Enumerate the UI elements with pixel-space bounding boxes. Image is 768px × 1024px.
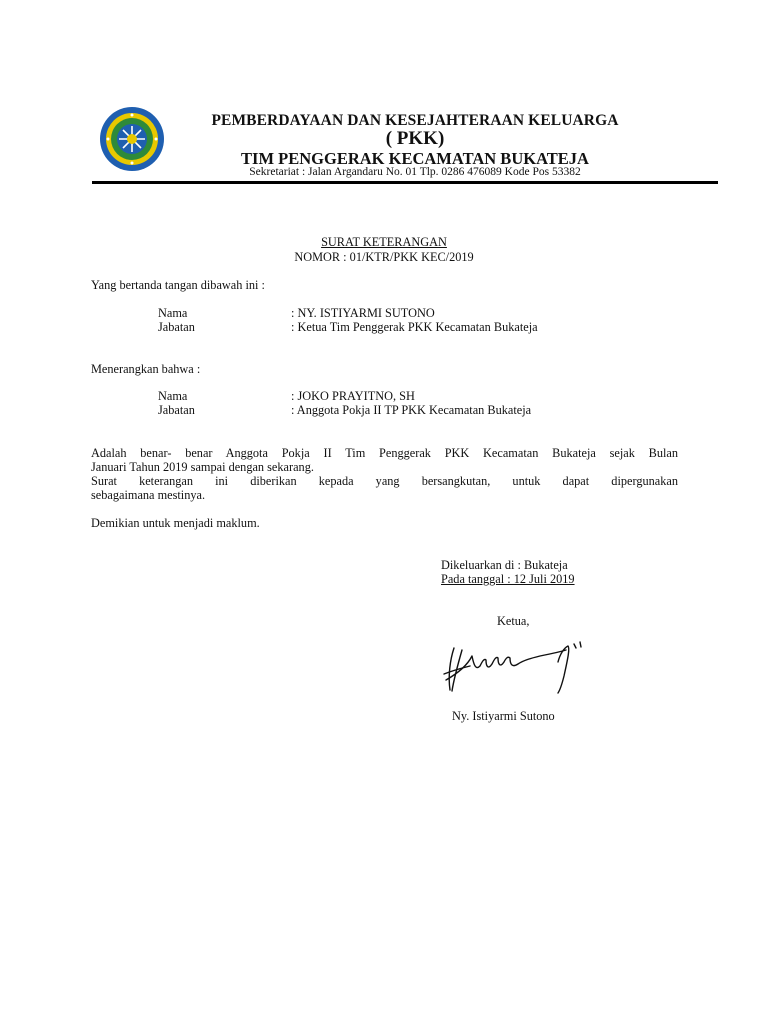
subject-position-label: Jabatan: [158, 403, 195, 417]
letter-title: SURAT KETERANGAN: [321, 235, 447, 249]
sign-role: Ketua,: [497, 614, 530, 628]
team-name: TIM PENGGERAK KECAMATAN BUKATEJA: [241, 149, 589, 168]
body-line-2: Januari Tahun 2019 sampai dengan sekarang.: [91, 460, 314, 474]
sign-name: Ny. Istiyarmi Sutono: [452, 709, 555, 723]
letter-number: NOMOR : 01/KTR/PKK KEC/2019: [294, 250, 474, 264]
issued-place: Dikeluarkan di : Bukateja: [441, 558, 568, 572]
signer-position-value: : Ketua Tim Penggerak PKK Kecamatan Bukateja: [291, 320, 538, 334]
subject-position-value: : Anggota Pokja II TP PKK Kecamatan Bukateja: [291, 403, 532, 417]
subject-name-label: Nama: [158, 389, 188, 403]
opening-text: Yang bertanda tangan dibawah ini :: [91, 278, 265, 292]
pkk-emblem-icon: [99, 106, 165, 172]
declares-text: Menerangkan bahwa :: [91, 362, 201, 376]
handwritten-signature: [440, 636, 590, 694]
org-abbr: ( PKK): [385, 128, 445, 149]
closing-text: Demikian untuk menjadi maklum.: [91, 516, 260, 530]
body-line-4: sebagaimana mestinya.: [91, 488, 206, 502]
signer-name-value: : NY. ISTIYARMI SUTONO: [291, 306, 435, 320]
subject-name-value: : JOKO PRAYITNO, SH: [291, 389, 415, 403]
signer-position-label: Jabatan: [158, 320, 195, 334]
body-line-1: Adalah benar- benar Anggota Pokja II Tim Penggerak PKK Kecamatan Bukateja sejak Bulan: [91, 446, 678, 460]
issued-date: Pada tanggal : 12 Juli 2019: [441, 572, 575, 586]
body-line-3: Surat keterangan ini diberikan kepada yang bersangkutan, untuk dapat dipergunakan: [91, 474, 678, 488]
letterhead-divider: [92, 181, 718, 184]
org-name: PEMBERDAYAAN DAN KESEJAHTERAAN KELUARGA: [211, 112, 619, 129]
signer-name-label: Nama: [158, 306, 188, 320]
address: Sekretariat : Jalan Argandaru No. 01 Tlp. 0286 476089 Kode Pos 53382: [249, 166, 581, 178]
